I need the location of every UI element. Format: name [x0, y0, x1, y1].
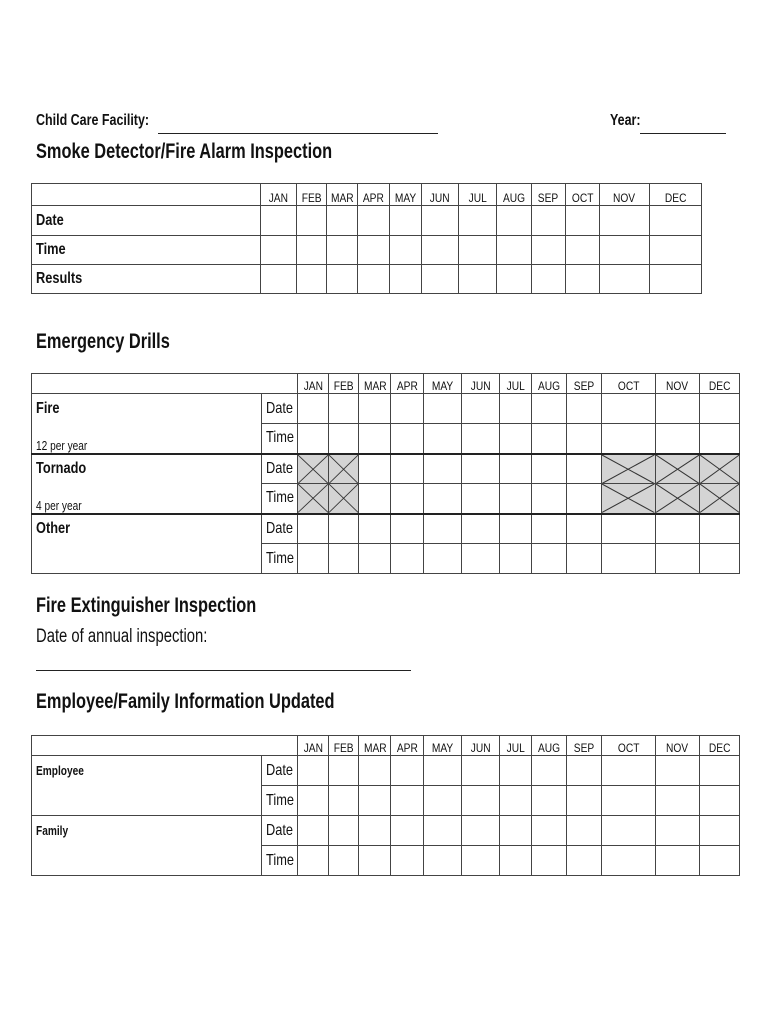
group-name: Family [32, 816, 262, 846]
entry-cell[interactable] [298, 756, 329, 786]
entry-cell[interactable] [699, 786, 739, 816]
entry-cell[interactable] [423, 394, 461, 424]
entry-cell[interactable] [358, 206, 390, 236]
entry-cell[interactable] [655, 786, 699, 816]
entry-cell[interactable] [390, 265, 422, 294]
entry-cell[interactable] [461, 424, 499, 454]
month-header: SEP [532, 184, 566, 206]
month-header: JAN [298, 736, 329, 756]
entry-cell[interactable] [499, 544, 531, 574]
row-label: Time [261, 786, 297, 816]
entry-cell[interactable] [461, 756, 499, 786]
row-label: Time [261, 544, 297, 574]
row-label: Time [261, 484, 297, 514]
month-header: FEB [297, 184, 327, 206]
entry-cell[interactable] [297, 206, 327, 236]
entry-cell[interactable] [422, 206, 459, 236]
entry-cell[interactable] [602, 514, 655, 544]
entry-cell[interactable] [298, 846, 329, 876]
entry-cell[interactable] [359, 756, 391, 786]
entry-cell[interactable] [423, 424, 461, 454]
entry-cell[interactable] [329, 846, 359, 876]
month-header: DEC [650, 184, 702, 206]
month-header: MAR [359, 374, 391, 394]
entry-cell[interactable] [532, 846, 567, 876]
entry-cell[interactable] [329, 786, 359, 816]
month-header: JAN [298, 374, 329, 394]
extinguisher-section-title: Fire Extinguisher Inspection [36, 594, 257, 617]
entry-cell[interactable] [298, 424, 329, 454]
entry-cell[interactable] [423, 484, 461, 514]
entry-cell[interactable] [499, 846, 531, 876]
drill-group-name: Fire [32, 394, 262, 424]
entry-cell[interactable] [358, 265, 390, 294]
month-header: APR [391, 736, 423, 756]
entry-cell[interactable] [567, 394, 602, 424]
entry-cell[interactable] [699, 756, 739, 786]
entry-cell[interactable] [567, 756, 602, 786]
entry-cell[interactable] [297, 265, 327, 294]
entry-cell[interactable] [261, 206, 297, 236]
blocked-cell [298, 484, 329, 514]
entry-cell[interactable] [600, 265, 650, 294]
entry-cell[interactable] [499, 514, 531, 544]
entry-cell[interactable] [532, 454, 567, 484]
month-header: NOV [600, 184, 650, 206]
smoke-row-time [32, 236, 702, 265]
blocked-cell [655, 484, 699, 514]
entry-cell[interactable] [699, 544, 739, 574]
drill-fire-time-row [32, 424, 740, 454]
entry-cell[interactable] [261, 236, 297, 265]
entry-cell[interactable] [532, 484, 567, 514]
month-header: FEB [329, 736, 359, 756]
entry-cell[interactable] [650, 236, 702, 265]
drills-section-title: Emergency Drills [36, 330, 170, 353]
entry-cell[interactable] [655, 514, 699, 544]
month-header: OCT [602, 736, 655, 756]
row-label: Date [261, 514, 297, 544]
entry-cell[interactable] [358, 236, 390, 265]
month-header: JUL [499, 736, 531, 756]
entry-cell[interactable] [359, 816, 391, 846]
entry-cell[interactable] [532, 786, 567, 816]
month-header: SEP [567, 374, 602, 394]
entry-cell[interactable] [329, 424, 359, 454]
entry-cell[interactable] [422, 236, 459, 265]
entry-cell[interactable] [329, 756, 359, 786]
month-header: SEP [567, 736, 602, 756]
family-date-row [32, 816, 740, 846]
entry-cell[interactable] [327, 206, 358, 236]
entry-cell[interactable] [359, 786, 391, 816]
entry-cell[interactable] [655, 816, 699, 846]
entry-cell[interactable] [297, 236, 327, 265]
entry-cell[interactable] [298, 786, 329, 816]
entry-cell[interactable] [532, 394, 567, 424]
entry-cell[interactable] [655, 424, 699, 454]
entry-cell[interactable] [499, 454, 531, 484]
entry-cell[interactable] [391, 816, 423, 846]
entry-cell[interactable] [655, 544, 699, 574]
entry-cell[interactable] [461, 786, 499, 816]
month-header: JUL [499, 374, 531, 394]
entry-cell[interactable] [497, 206, 532, 236]
row-label: Date [32, 206, 261, 236]
entry-cell[interactable] [600, 236, 650, 265]
entry-cell[interactable] [699, 846, 739, 876]
month-header: AUG [532, 736, 567, 756]
entry-cell[interactable] [391, 394, 423, 424]
month-header: DEC [699, 736, 739, 756]
entry-cell[interactable] [423, 846, 461, 876]
entry-cell[interactable] [423, 756, 461, 786]
month-header: APR [391, 374, 423, 394]
entry-cell[interactable] [359, 544, 391, 574]
row-label: Time [261, 846, 297, 876]
group-name: Employee [32, 756, 262, 786]
entry-cell[interactable] [359, 424, 391, 454]
entry-cell[interactable] [329, 514, 359, 544]
entry-cell[interactable] [567, 544, 602, 574]
entry-cell[interactable] [459, 236, 497, 265]
entry-cell[interactable] [461, 816, 499, 846]
entry-cell[interactable] [459, 206, 497, 236]
entry-cell[interactable] [655, 756, 699, 786]
entry-cell[interactable] [699, 816, 739, 846]
smoke-row-date [32, 206, 702, 236]
entry-cell[interactable] [655, 846, 699, 876]
month-header: JUN [461, 736, 499, 756]
blocked-cell [329, 484, 359, 514]
entry-cell[interactable] [391, 454, 423, 484]
drill-group-note: 4 per year [32, 484, 262, 514]
entry-cell[interactable] [602, 544, 655, 574]
entry-cell[interactable] [423, 454, 461, 484]
month-header: MAY [423, 736, 461, 756]
entry-cell[interactable] [567, 514, 602, 544]
entry-cell[interactable] [699, 514, 739, 544]
month-header: FEB [329, 374, 359, 394]
entry-cell[interactable] [423, 816, 461, 846]
month-header: MAY [390, 184, 422, 206]
drill-tornado-date-row [32, 454, 740, 484]
entry-cell[interactable] [567, 846, 602, 876]
employee-date-row [32, 756, 740, 786]
blocked-cell [602, 484, 655, 514]
smoke-row-results [32, 265, 702, 294]
entry-cell[interactable] [423, 544, 461, 574]
month-header: OCT [602, 374, 655, 394]
entry-cell[interactable] [329, 544, 359, 574]
year-blank-line[interactable] [640, 133, 726, 134]
smoke-section-title: Smoke Detector/Fire Alarm Inspection [36, 140, 333, 163]
entry-cell[interactable] [499, 394, 531, 424]
entry-cell[interactable] [391, 786, 423, 816]
entry-cell[interactable] [532, 544, 567, 574]
entry-cell[interactable] [497, 236, 532, 265]
entry-cell[interactable] [391, 756, 423, 786]
row-label: Date [261, 454, 297, 484]
extinguisher-date-line[interactable] [36, 670, 411, 671]
entry-cell[interactable] [532, 816, 567, 846]
month-header: MAR [327, 184, 358, 206]
row-label: Date [261, 756, 297, 786]
entry-cell[interactable] [327, 265, 358, 294]
entry-cell[interactable] [532, 756, 567, 786]
entry-cell[interactable] [261, 265, 297, 294]
entry-cell[interactable] [391, 514, 423, 544]
entry-cell[interactable] [602, 786, 655, 816]
month-header: OCT [566, 184, 600, 206]
family-time-row [32, 846, 740, 876]
entry-cell[interactable] [499, 424, 531, 454]
blocked-cell [329, 454, 359, 484]
drill-other-date-row [32, 514, 740, 544]
entry-cell[interactable] [359, 454, 391, 484]
entry-cell[interactable] [391, 544, 423, 574]
entry-cell[interactable] [298, 544, 329, 574]
entry-cell[interactable] [422, 265, 459, 294]
entry-cell[interactable] [602, 424, 655, 454]
entry-cell[interactable] [298, 514, 329, 544]
blocked-cell [699, 454, 739, 484]
entry-cell[interactable] [602, 756, 655, 786]
entry-cell[interactable] [602, 394, 655, 424]
entry-cell[interactable] [461, 484, 499, 514]
month-header: JUL [459, 184, 497, 206]
entry-cell[interactable] [567, 454, 602, 484]
employee-section-title: Employee/Family Information Updated [36, 690, 335, 713]
entry-cell[interactable] [602, 816, 655, 846]
blocked-cell [655, 454, 699, 484]
entry-cell[interactable] [600, 206, 650, 236]
smoke-month-header-row [32, 184, 702, 206]
month-header: APR [358, 184, 390, 206]
entry-cell[interactable] [532, 236, 566, 265]
entry-cell[interactable] [567, 816, 602, 846]
entry-cell[interactable] [566, 236, 600, 265]
entry-cell[interactable] [602, 846, 655, 876]
entry-cell[interactable] [566, 206, 600, 236]
entry-cell[interactable] [532, 206, 566, 236]
month-header: NOV [655, 374, 699, 394]
row-label: Time [261, 424, 297, 454]
blocked-cell [602, 454, 655, 484]
employee-table [31, 735, 740, 876]
entry-cell[interactable] [423, 786, 461, 816]
drill-other-time-row [32, 544, 740, 574]
entry-cell[interactable] [329, 394, 359, 424]
month-header: JAN [261, 184, 297, 206]
entry-cell[interactable] [359, 514, 391, 544]
entry-cell[interactable] [461, 846, 499, 876]
extinguisher-date-prompt: Date of annual inspection: [36, 626, 208, 647]
drill-group-name: Tornado [32, 454, 262, 484]
entry-cell[interactable] [532, 514, 567, 544]
entry-cell[interactable] [499, 484, 531, 514]
entry-cell[interactable] [391, 484, 423, 514]
blocked-cell [298, 454, 329, 484]
entry-cell[interactable] [461, 454, 499, 484]
entry-cell[interactable] [567, 424, 602, 454]
entry-cell[interactable] [499, 816, 531, 846]
row-label: Date [261, 816, 297, 846]
entry-cell[interactable] [359, 846, 391, 876]
entry-cell[interactable] [390, 206, 422, 236]
entry-cell[interactable] [650, 206, 702, 236]
month-header: AUG [532, 374, 567, 394]
year-label: Year: [610, 112, 641, 129]
drill-tornado-time-row [32, 484, 740, 514]
row-label: Date [261, 394, 297, 424]
month-header: DEC [699, 374, 739, 394]
month-header: NOV [655, 736, 699, 756]
entry-cell[interactable] [461, 544, 499, 574]
entry-cell[interactable] [423, 514, 461, 544]
entry-cell[interactable] [567, 786, 602, 816]
entry-cell[interactable] [327, 236, 358, 265]
entry-cell[interactable] [359, 394, 391, 424]
month-header: MAY [423, 374, 461, 394]
entry-cell[interactable] [499, 756, 531, 786]
smoke-table [31, 183, 702, 294]
drill-group-name: Other [32, 514, 262, 544]
entry-cell[interactable] [532, 424, 567, 454]
month-header: MAR [359, 736, 391, 756]
entry-cell[interactable] [650, 265, 702, 294]
entry-cell[interactable] [298, 394, 329, 424]
month-header: JUN [422, 184, 459, 206]
entry-cell[interactable] [329, 816, 359, 846]
facility-blank-line[interactable] [158, 133, 438, 134]
entry-cell[interactable] [391, 846, 423, 876]
entry-cell[interactable] [655, 394, 699, 424]
entry-cell[interactable] [461, 514, 499, 544]
drills-table [31, 373, 740, 574]
entry-cell[interactable] [459, 265, 497, 294]
row-label: Time [32, 236, 261, 265]
entry-cell[interactable] [391, 424, 423, 454]
facility-label: Child Care Facility: [36, 112, 150, 129]
entry-cell[interactable] [499, 786, 531, 816]
entry-cell[interactable] [567, 484, 602, 514]
entry-cell[interactable] [532, 265, 566, 294]
month-header: AUG [497, 184, 532, 206]
entry-cell[interactable] [566, 265, 600, 294]
entry-cell[interactable] [497, 265, 532, 294]
employee-month-header-row [32, 736, 740, 756]
entry-cell[interactable] [390, 236, 422, 265]
month-header: JUN [461, 374, 499, 394]
entry-cell[interactable] [461, 394, 499, 424]
entry-cell[interactable] [298, 816, 329, 846]
drill-fire-date-row [32, 394, 740, 424]
blocked-cell [699, 484, 739, 514]
entry-cell[interactable] [699, 394, 739, 424]
row-label: Results [32, 265, 261, 294]
drill-group-note: 12 per year [32, 424, 262, 454]
entry-cell[interactable] [359, 484, 391, 514]
employee-time-row [32, 786, 740, 816]
drills-month-header-row [32, 374, 740, 394]
entry-cell[interactable] [699, 424, 739, 454]
